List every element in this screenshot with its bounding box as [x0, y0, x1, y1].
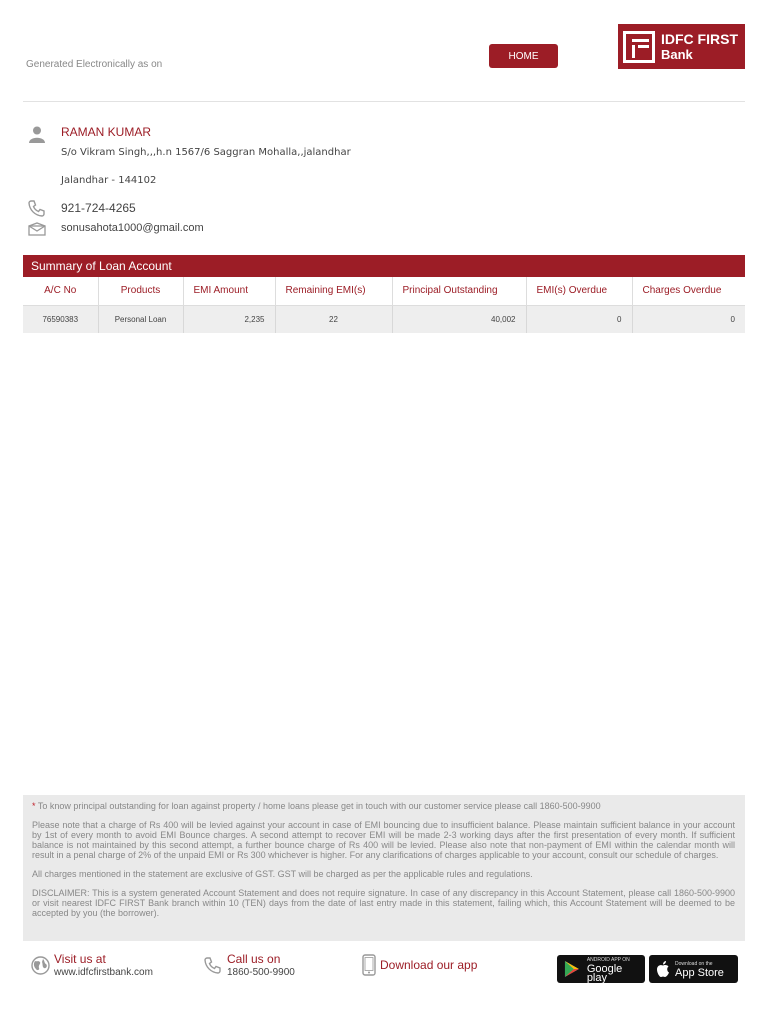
address-line1: S/o Vikram Singh,,,h.n 1567/6 Saggran Mohalla,,jalandhar [61, 147, 351, 158]
app-store-small: Download on the [675, 961, 713, 967]
logo-line1: IDFC FIRST [661, 30, 738, 47]
cell-product: Personal Loan [98, 305, 183, 333]
download-app-label: Download our app [380, 958, 478, 972]
logo-mark-icon [623, 31, 655, 63]
customer-email: sonusahota1000@gmail.com [61, 222, 204, 234]
col-emi-amount: EMI Amount [183, 277, 275, 305]
cell-emi-overdue: 0 [526, 305, 632, 333]
home-button[interactable]: HOME [489, 44, 558, 68]
col-principal-outstanding: Principal Outstanding [392, 277, 526, 305]
cell-charges-overdue: 0 [632, 305, 745, 333]
globe-icon [31, 956, 50, 975]
note-4: DISCLAIMER: This is a system generated Account Statement and does not require signature. In case of any discrepancy in this Account Statement, please call 1860-500-9900 or visit nearest IDFC FIRST Bank branch within 10 (TEN) days from the date of last entry made in this statement, failing which, this Account Statement will be deemed to be accepted by you (the borrower). [32, 888, 735, 918]
header-divider [23, 101, 745, 102]
call-icon [204, 956, 223, 975]
notes-panel [23, 795, 745, 941]
call-number[interactable]: 1860-500-9900 [227, 967, 295, 978]
table-header-row [23, 277, 745, 305]
mail-icon [28, 222, 46, 236]
col-ac-no: A/C No [23, 277, 98, 305]
col-remaining-emi: Remaining EMI(s) [275, 277, 392, 305]
col-emi-overdue: EMI(s) Overdue [526, 277, 632, 305]
cell-principal-outstanding: 40,002 [392, 305, 526, 333]
customer-name: RAMAN KUMAR [61, 125, 152, 139]
loan-summary-table [23, 277, 745, 333]
note-2: Please note that a charge of Rs 400 will be levied against your account in case of EMI bouncing due to insufficient balance. Please maintain sufficient balance in your account by 1st of every month to avoid EMI Bounce charges. A second attempt to recover EMI will be made 2-3 working days after the first presentation of every month. If sufficient balance is not maintained by this second attempt, a further bounce charge of Rs 400 will be levied. Please also note that non-payment of EMI within the calendar month will result in a penal charge of 2% of the unpaid EMI or Rs 300 whichever is higher. For any clarifications of charges applicable to your account, consult our schedule of charges. [32, 820, 735, 860]
customer-phone: 921-724-4265 [61, 201, 136, 215]
google-play-big: Google play [586, 962, 623, 984]
cell-emi-amount: 2,235 [183, 305, 275, 333]
logo-line2: Bank [661, 46, 693, 62]
call-label: Call us on [227, 952, 281, 966]
visit-label: Visit us at [54, 952, 106, 966]
address-line2: Jalandhar - 144102 [61, 175, 157, 186]
apple-icon [655, 960, 671, 978]
google-play-small: ANDROID APP ON [586, 956, 630, 963]
cell-remaining-emi: 22 [275, 305, 392, 333]
person-icon [28, 125, 46, 143]
bank-logo[interactable] [618, 24, 745, 69]
phone-icon [28, 199, 46, 217]
col-charges-overdue: Charges Overdue [632, 277, 745, 305]
play-store-icon [563, 960, 583, 978]
mobile-icon [362, 954, 376, 976]
app-store-badge[interactable] [649, 955, 738, 983]
google-play-badge[interactable] [557, 955, 645, 983]
generated-text: Generated Electronically as on [26, 59, 163, 70]
app-store-big: App Store [675, 967, 724, 979]
website-link[interactable]: www.idfcfirstbank.com [54, 967, 153, 978]
cell-ac-no: 76590383 [23, 305, 98, 333]
note-3: All charges mentioned in the statement are exclusive of GST. GST will be charged as per the applicable rules and regulations. [32, 869, 533, 879]
note-star: * [32, 801, 36, 811]
table-row [23, 305, 745, 333]
note-1: * To know principal outstanding for loan against property / home loans please get in touch with our customer service please call 1860-500-9900 [32, 801, 601, 811]
col-products: Products [98, 277, 183, 305]
summary-header: Summary of Loan Account [23, 255, 745, 277]
